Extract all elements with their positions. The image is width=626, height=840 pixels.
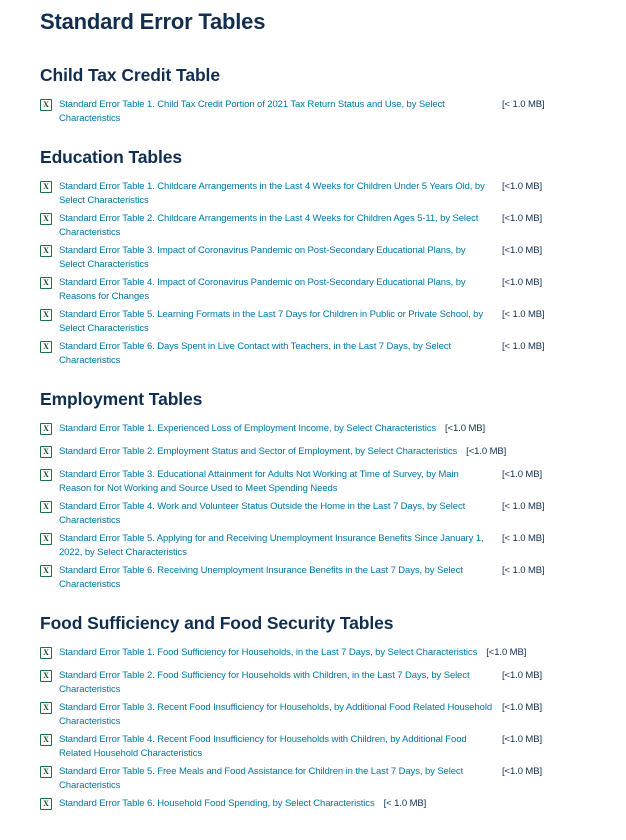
doc-list <box>40 98 598 125</box>
section-heading: Child Tax Credit Table <box>40 65 220 85</box>
doc-list <box>40 646 598 815</box>
file-size-label: [< 1.0 MB] <box>502 341 545 352</box>
excel-icon-glyph: X <box>43 310 49 319</box>
doc-link[interactable]: Standard Error Table 4. Recent Food Insufficiency for Households with Children, by Additional Food Related Household Characteristics <box>59 734 467 759</box>
doc-item <box>40 180 598 207</box>
doc-item <box>40 98 598 125</box>
file-size-label: [< 1.0 MB] <box>502 565 545 576</box>
file-size-label: [<1.0 MB] <box>502 245 543 256</box>
excel-icon-glyph: X <box>43 767 49 776</box>
excel-file-icon[interactable] <box>40 501 52 513</box>
excel-icon-glyph: X <box>43 703 49 712</box>
file-size-label: [<1.0 MB] <box>445 423 486 434</box>
excel-file-icon[interactable] <box>40 309 52 321</box>
file-size-label: [<1.0 MB] <box>466 446 507 457</box>
doc-item <box>40 532 598 559</box>
doc-link[interactable]: Standard Error Table 6. Household Food Spending, by Select Characteristics <box>59 798 375 809</box>
excel-file-icon[interactable] <box>40 181 52 193</box>
excel-icon-glyph: X <box>43 342 49 351</box>
file-size-label: [<1.0 MB] <box>502 766 543 777</box>
doc-item <box>40 646 598 664</box>
doc-link[interactable]: Standard Error Table 2. Employment Status and Sector of Employment, by Select Characteristics <box>59 446 458 457</box>
file-size-label: [<1.0 MB] <box>502 181 543 192</box>
file-size-label: [< 1.0 MB] <box>502 99 545 110</box>
file-size-label: [< 1.0 MB] <box>383 798 427 809</box>
excel-file-icon[interactable] <box>40 670 52 682</box>
excel-icon-glyph: X <box>43 447 49 456</box>
excel-file-icon[interactable] <box>40 341 52 353</box>
excel-file-icon[interactable] <box>40 213 52 225</box>
file-size-label: [<1.0 MB] <box>502 469 543 480</box>
doc-item <box>40 669 598 696</box>
section <box>40 65 598 125</box>
file-size-label: [<1.0 MB] <box>502 277 543 288</box>
doc-link[interactable]: Standard Error Table 3. Impact of Coronavirus Pandemic on Post-Secondary Educational Plans, by Select Characteristics <box>59 245 466 270</box>
doc-link[interactable]: Standard Error Table 2. Childcare Arrangements in the Last 4 Weeks for Children Ages 5-11, by Select Characteristics <box>59 213 479 238</box>
excel-file-icon[interactable] <box>40 423 52 435</box>
excel-file-icon[interactable] <box>40 798 52 810</box>
doc-item <box>40 765 598 792</box>
excel-file-icon[interactable] <box>40 277 52 289</box>
excel-icon-glyph: X <box>43 278 49 287</box>
excel-icon-glyph: X <box>43 534 49 543</box>
excel-file-icon[interactable] <box>40 702 52 714</box>
file-size-label: [<1.0 MB] <box>502 734 543 745</box>
excel-file-icon[interactable] <box>40 647 52 659</box>
excel-icon-glyph: X <box>43 100 49 109</box>
excel-icon-glyph: X <box>43 671 49 680</box>
doc-item <box>40 340 598 367</box>
excel-icon-glyph: X <box>43 182 49 191</box>
section <box>40 389 598 591</box>
doc-item <box>40 276 598 303</box>
doc-link[interactable]: Standard Error Table 1. Experienced Loss of Employment Income, by Select Characteristics <box>59 423 437 434</box>
excel-icon-glyph: X <box>43 799 49 808</box>
doc-link[interactable]: Standard Error Table 3. Educational Attainment for Adults Not Working at Time of Survey, by Main Reason for Not Working and Source Used to Meet Spending Needs <box>59 469 459 494</box>
excel-icon-glyph: X <box>43 246 49 255</box>
file-size-label: [< 1.0 MB] <box>502 501 545 512</box>
doc-link[interactable]: Standard Error Table 6. Receiving Unemployment Insurance Benefits in the Last 7 Days, by Select Characteristics <box>59 565 463 590</box>
file-size-label: [< 1.0 MB] <box>502 309 545 320</box>
doc-link[interactable]: Standard Error Table 5. Applying for and Receiving Unemployment Insurance Benefits Since January 1, 2022, by Select Characteristics <box>59 533 484 558</box>
doc-list <box>40 180 598 367</box>
doc-list <box>40 422 598 591</box>
section-heading: Employment Tables <box>40 389 203 409</box>
excel-file-icon[interactable] <box>40 766 52 778</box>
doc-item <box>40 797 598 815</box>
excel-icon-glyph: X <box>43 424 49 433</box>
doc-link[interactable]: Standard Error Table 5. Free Meals and Food Assistance for Children in the Last 7 Days, by Select Characteristics <box>59 766 464 791</box>
file-size-label: [<1.0 MB] <box>486 647 527 658</box>
doc-link[interactable]: Standard Error Table 1. Childcare Arrangements in the Last 4 Weeks for Children Under 5 Years Old, by Select Characteristics <box>59 181 485 206</box>
excel-icon-glyph: X <box>43 502 49 511</box>
page-title: Standard Error Tables <box>40 9 266 34</box>
doc-link[interactable]: Standard Error Table 1. Child Tax Credit Portion of 2021 Tax Return Status and Use, by Select Characteristics <box>59 99 445 124</box>
file-size-label: [< 1.0 MB] <box>502 533 545 544</box>
doc-link[interactable]: Standard Error Table 4. Impact of Coronavirus Pandemic on Post-Secondary Educational Plans, by Reasons for Changes <box>59 277 466 302</box>
excel-icon-glyph: X <box>43 566 49 575</box>
excel-icon-glyph: X <box>43 470 49 479</box>
doc-item <box>40 212 598 239</box>
doc-link[interactable]: Standard Error Table 2. Food Sufficiency for Households with Children, in the Last 7 Days, by Select Characteristics <box>59 670 470 695</box>
doc-item <box>40 564 598 591</box>
doc-item <box>40 445 598 463</box>
doc-item <box>40 500 598 527</box>
file-size-label: [<1.0 MB] <box>502 670 543 681</box>
excel-file-icon[interactable] <box>40 533 52 545</box>
doc-item <box>40 468 598 495</box>
doc-link[interactable]: Standard Error Table 1. Food Sufficiency for Households, in the Last 7 Days, by Select Characteristics <box>59 647 478 658</box>
section <box>40 613 598 815</box>
doc-link[interactable]: Standard Error Table 3. Recent Food Insufficiency for Households, by Additional Food Related Household Characteristics <box>59 702 493 727</box>
file-size-label: [<1.0 MB] <box>502 213 543 224</box>
section <box>40 147 598 367</box>
doc-link[interactable]: Standard Error Table 5. Learning Formats in the Last 7 Days for Children in Public or Private School, by Select Characteristics <box>59 309 484 334</box>
excel-icon-glyph: X <box>43 648 49 657</box>
doc-item <box>40 308 598 335</box>
doc-item <box>40 422 598 440</box>
doc-link[interactable]: Standard Error Table 4. Work and Volunteer Status Outside the Home in the Last 7 Days, by Select Characteristics <box>59 501 466 526</box>
sections <box>40 65 598 815</box>
doc-link[interactable]: Standard Error Table 6. Days Spent in Live Contact with Teachers, in the Last 7 Days, by Select Characteristics <box>59 341 452 366</box>
excel-file-icon[interactable] <box>40 446 52 458</box>
doc-item <box>40 244 598 271</box>
doc-item <box>40 701 598 728</box>
file-size-label: [<1.0 MB] <box>502 702 543 713</box>
excel-file-icon[interactable] <box>40 469 52 481</box>
excel-file-icon[interactable] <box>40 99 52 111</box>
excel-file-icon[interactable] <box>40 734 52 746</box>
excel-file-icon[interactable] <box>40 565 52 577</box>
excel-icon-glyph: X <box>43 214 49 223</box>
excel-icon-glyph: X <box>43 735 49 744</box>
excel-file-icon[interactable] <box>40 245 52 257</box>
section-heading: Food Sufficiency and Food Security Tables <box>40 613 394 633</box>
doc-item <box>40 733 598 760</box>
section-heading: Education Tables <box>40 147 182 167</box>
